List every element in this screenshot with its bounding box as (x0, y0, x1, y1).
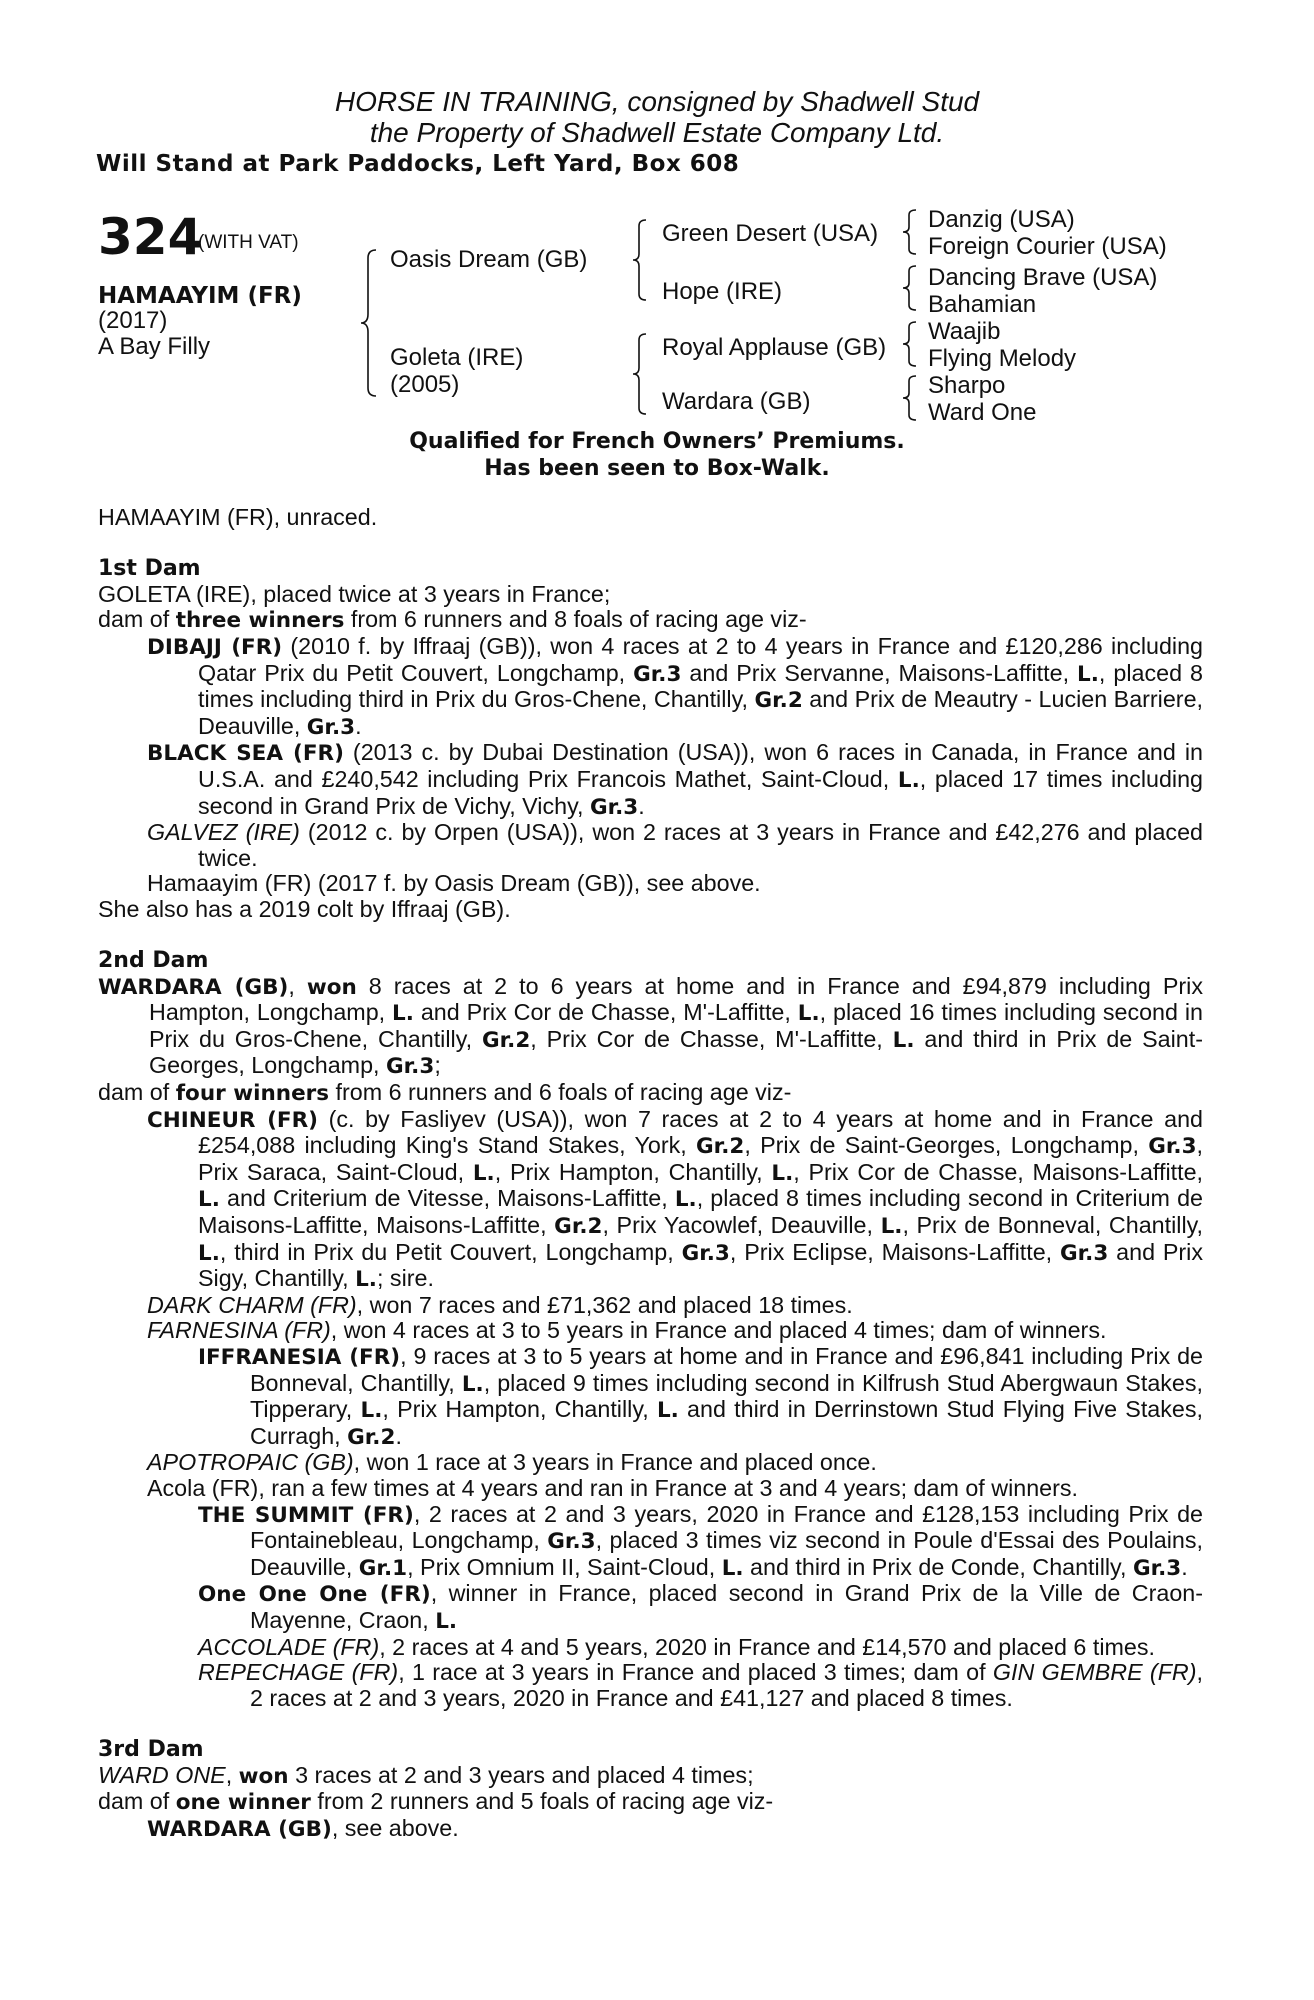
colt-note: She also has a 2019 colt by Iffraaj (GB). (98, 895, 511, 922)
entry-repechage: REPECHAGE (FR), 1 race at 3 years in France and placed 3 times; dam of GIN GEMBRE (FR), 2 races at 2 and 3 years, 2020 in France and £41,127 and placed 8 times. (198, 1659, 1203, 1711)
entry-accolade: ACCOLADE (FR), 2 races at 4 and 5 years, 2020 in France and £14,570 and placed 6 times. (198, 1633, 1155, 1660)
pedigree-dam-sire: Royal Applause (GB) (662, 334, 887, 361)
entry-one-one-one: One One One (FR), winner in France, placed second in Grand Prix de la Ville de Craon-Mayenne, Craon, L. (198, 1580, 1203, 1634)
lot-number: 324 (98, 208, 203, 266)
goleta-line: GOLETA (IRE), placed twice at 3 years in France; (98, 580, 611, 607)
intro-line: HAMAAYIM (FR), unraced. (98, 504, 378, 530)
pedigree-brace-g1 (902, 208, 922, 256)
catalogue-header (0, 86, 1314, 148)
entry-dark-charm: DARK CHARM (FR), won 7 races and £71,362 and placed 18 times. (147, 1291, 853, 1318)
pedigree-brace-dam (632, 332, 654, 416)
entry-hamaayim: Hamaayim (FR) (2017 f. by Oasis Dream (GB)), see above. (147, 870, 761, 897)
wardara-produce-line: dam of four winners from 6 runners and 6 foals of racing age viz- (98, 1079, 792, 1107)
entry-chineur: CHINEUR (FR) (c. by Fasliyev (USA)), won 7 races at 2 to 4 years at home and in France and £254,088 including King's Stand Stakes, York, Gr.2, Prix de Saint-Georges, Longchamp, Gr.3, Prix Saraca, Saint-Cloud, L., Prix Hampton, Chantilly, L., Prix Cor de Chasse, Maisons-Laffitte, L. and Criterium de Vitesse, Maisons-Laffitte, L., placed 8 times including second in Criterium de Maisons-Laffitte, Maisons-Laffitte, Gr.2, Prix Yacowlef, Deauville, L., Prix de Bonneval, Chantilly, L., third in Prix du Petit Couvert, Longchamp, Gr.3, Prix Eclipse, Maisons-Laffitte, Gr.3 and Prix Sigy, Chantilly, L.; sire. (147, 1105, 1204, 1293)
pedigree-brace-sire (632, 218, 654, 302)
entry-black-sea: BLACK SEA (FR) (2013 c. by Dubai Destination (USA)), won 6 races in Canada, in France and in U.S.A. and £240,542 including Prix Francois Mathet, Saint-Cloud, L., placed 17 times including second in Grand Prix de Vichy, Vichy, Gr.3. (147, 739, 1204, 820)
entry-wardara: WARDARA (GB), won 8 races at 2 to 6 years at home and in France and £94,879 including Prix Hampton, Longchamp, L. and Prix Cor de Chasse, M'-Laffitte, L., placed 16 times including second in Prix du Gros-Chene, Chantilly, Gr.2, Prix Cor de Chasse, M'-Laffitte, L. and third in Prix de Saint-Georges, Longchamp, Gr.3; (98, 972, 1204, 1080)
stabling-line: Will Stand at Park Paddocks, Left Yard, Box 608 (96, 151, 740, 177)
entry-ward-one: WARD ONE, won 3 races at 2 and 3 years and placed 4 times; (98, 1761, 754, 1789)
pedigree-sire-dam: Hope (IRE) (662, 278, 783, 305)
entry-apotropaic: APOTROPAIC (GB), won 1 race at 3 years in France and placed once. (147, 1449, 877, 1476)
ward-one-produce-line: dam of one winner from 2 runners and 5 foals of racing age viz- (98, 1788, 774, 1816)
horse-year: (2017) (98, 307, 168, 334)
pedigree-dam-dam: Wardara (GB) (662, 388, 811, 415)
pedigree-sire: Oasis Dream (GB) (390, 246, 588, 273)
second-dam-title: 2nd Dam (98, 948, 209, 974)
pedigree-sire-sire: Green Desert (USA) (662, 220, 879, 247)
catalogue-body (98, 505, 1203, 1842)
entry-wardara-ref: WARDARA (GB), see above. (147, 1814, 459, 1842)
premiums-note: Qualified for French Owners’ Premiums. (409, 429, 905, 454)
pedigree-brace-g4 (902, 374, 922, 422)
pedigree-brace-g3 (902, 320, 922, 368)
pedigree-dam: Goleta (IRE) (390, 344, 524, 371)
pedigree-dam-year: (2005) (390, 371, 460, 398)
horse-name: HAMAAYIM (FR) (98, 283, 302, 309)
entry-iffranesia: IFFRANESIA (FR), 9 races at 3 to 5 years at home and in France and £96,841 including Prix de Bonneval, Chantilly, L., placed 9 times including second in Kilfrush Stud Abergwaun Stakes, Tipperary, L., Prix Hampton, Chantilly, L. and third in Derrinstown Stud Flying Five Stakes, Curragh, Gr.2. (198, 1343, 1204, 1450)
pedigree-brace-g2 (902, 264, 922, 312)
pedigree-gen3-1: Danzig (USA) (928, 206, 1075, 233)
goleta-produce-line: dam of three winners from 6 runners and 8 foals of racing age viz- (98, 606, 807, 634)
box-walk-note: Has been seen to Box-Walk. (484, 456, 830, 481)
pedigree-gen3-6: Flying Melody (928, 345, 1077, 372)
horse-description: A Bay Filly (98, 333, 211, 360)
third-dam-title: 3rd Dam (98, 1736, 204, 1762)
entry-galvez: GALVEZ (IRE) (2012 c. by Orpen (USA)), won 2 races at 3 years in France and £42,276 and placed twice. (147, 819, 1203, 871)
lot-notes (0, 428, 1314, 482)
first-dam-title: 1st Dam (98, 556, 201, 582)
pedigree-gen3-7: Sharpo (928, 372, 1006, 399)
vat-note: (WITH VAT) (198, 232, 299, 253)
consignor-line: HORSE IN TRAINING, consigned by Shadwell Stud (334, 86, 980, 117)
entry-acola: Acola (FR), ran a few times at 4 years and ran in France at 3 and 4 years; dam of winners. (147, 1474, 1078, 1501)
entry-the-summit: THE SUMMIT (FR), 2 races at 2 and 3 years, 2020 in France and £128,153 including Prix de Fontainebleau, Longchamp, Gr.3, placed 3 times viz second in Poule d'Essai des Poulains, Deauville, Gr.1, Prix Omnium II, Saint-Cloud, L. and third in Prix de Conde, Chantilly, Gr.3. (198, 1500, 1204, 1581)
pedigree-brace-main (360, 248, 384, 398)
entry-farnesina: FARNESINA (FR), won 4 races at 3 to 5 years in France and placed 4 times; dam of winners. (147, 1317, 1107, 1344)
pedigree-gen3-3: Dancing Brave (USA) (928, 264, 1158, 291)
pedigree-gen3-5: Waajib (928, 318, 1001, 345)
pedigree-gen3-4: Bahamian (928, 291, 1037, 318)
pedigree-gen3-2: Foreign Courier (USA) (928, 233, 1167, 260)
property-line: the Property of Shadwell Estate Company Ltd. (369, 117, 945, 148)
entry-dibajj: DIBAJJ (FR) (2010 f. by Iffraaj (GB)), won 4 races at 2 to 4 years in France and £120,286 including Qatar Prix du Petit Couvert, Longchamp, Gr.3 and Prix Servanne, Maisons-Laffitte, L., placed 8 times including third in Prix du Gros-Chene, Chantilly, Gr.2 and Prix de Meautry - Lucien Barriere, Deauville, Gr.3. (147, 632, 1203, 740)
pedigree-gen3-8: Ward One (928, 399, 1037, 426)
